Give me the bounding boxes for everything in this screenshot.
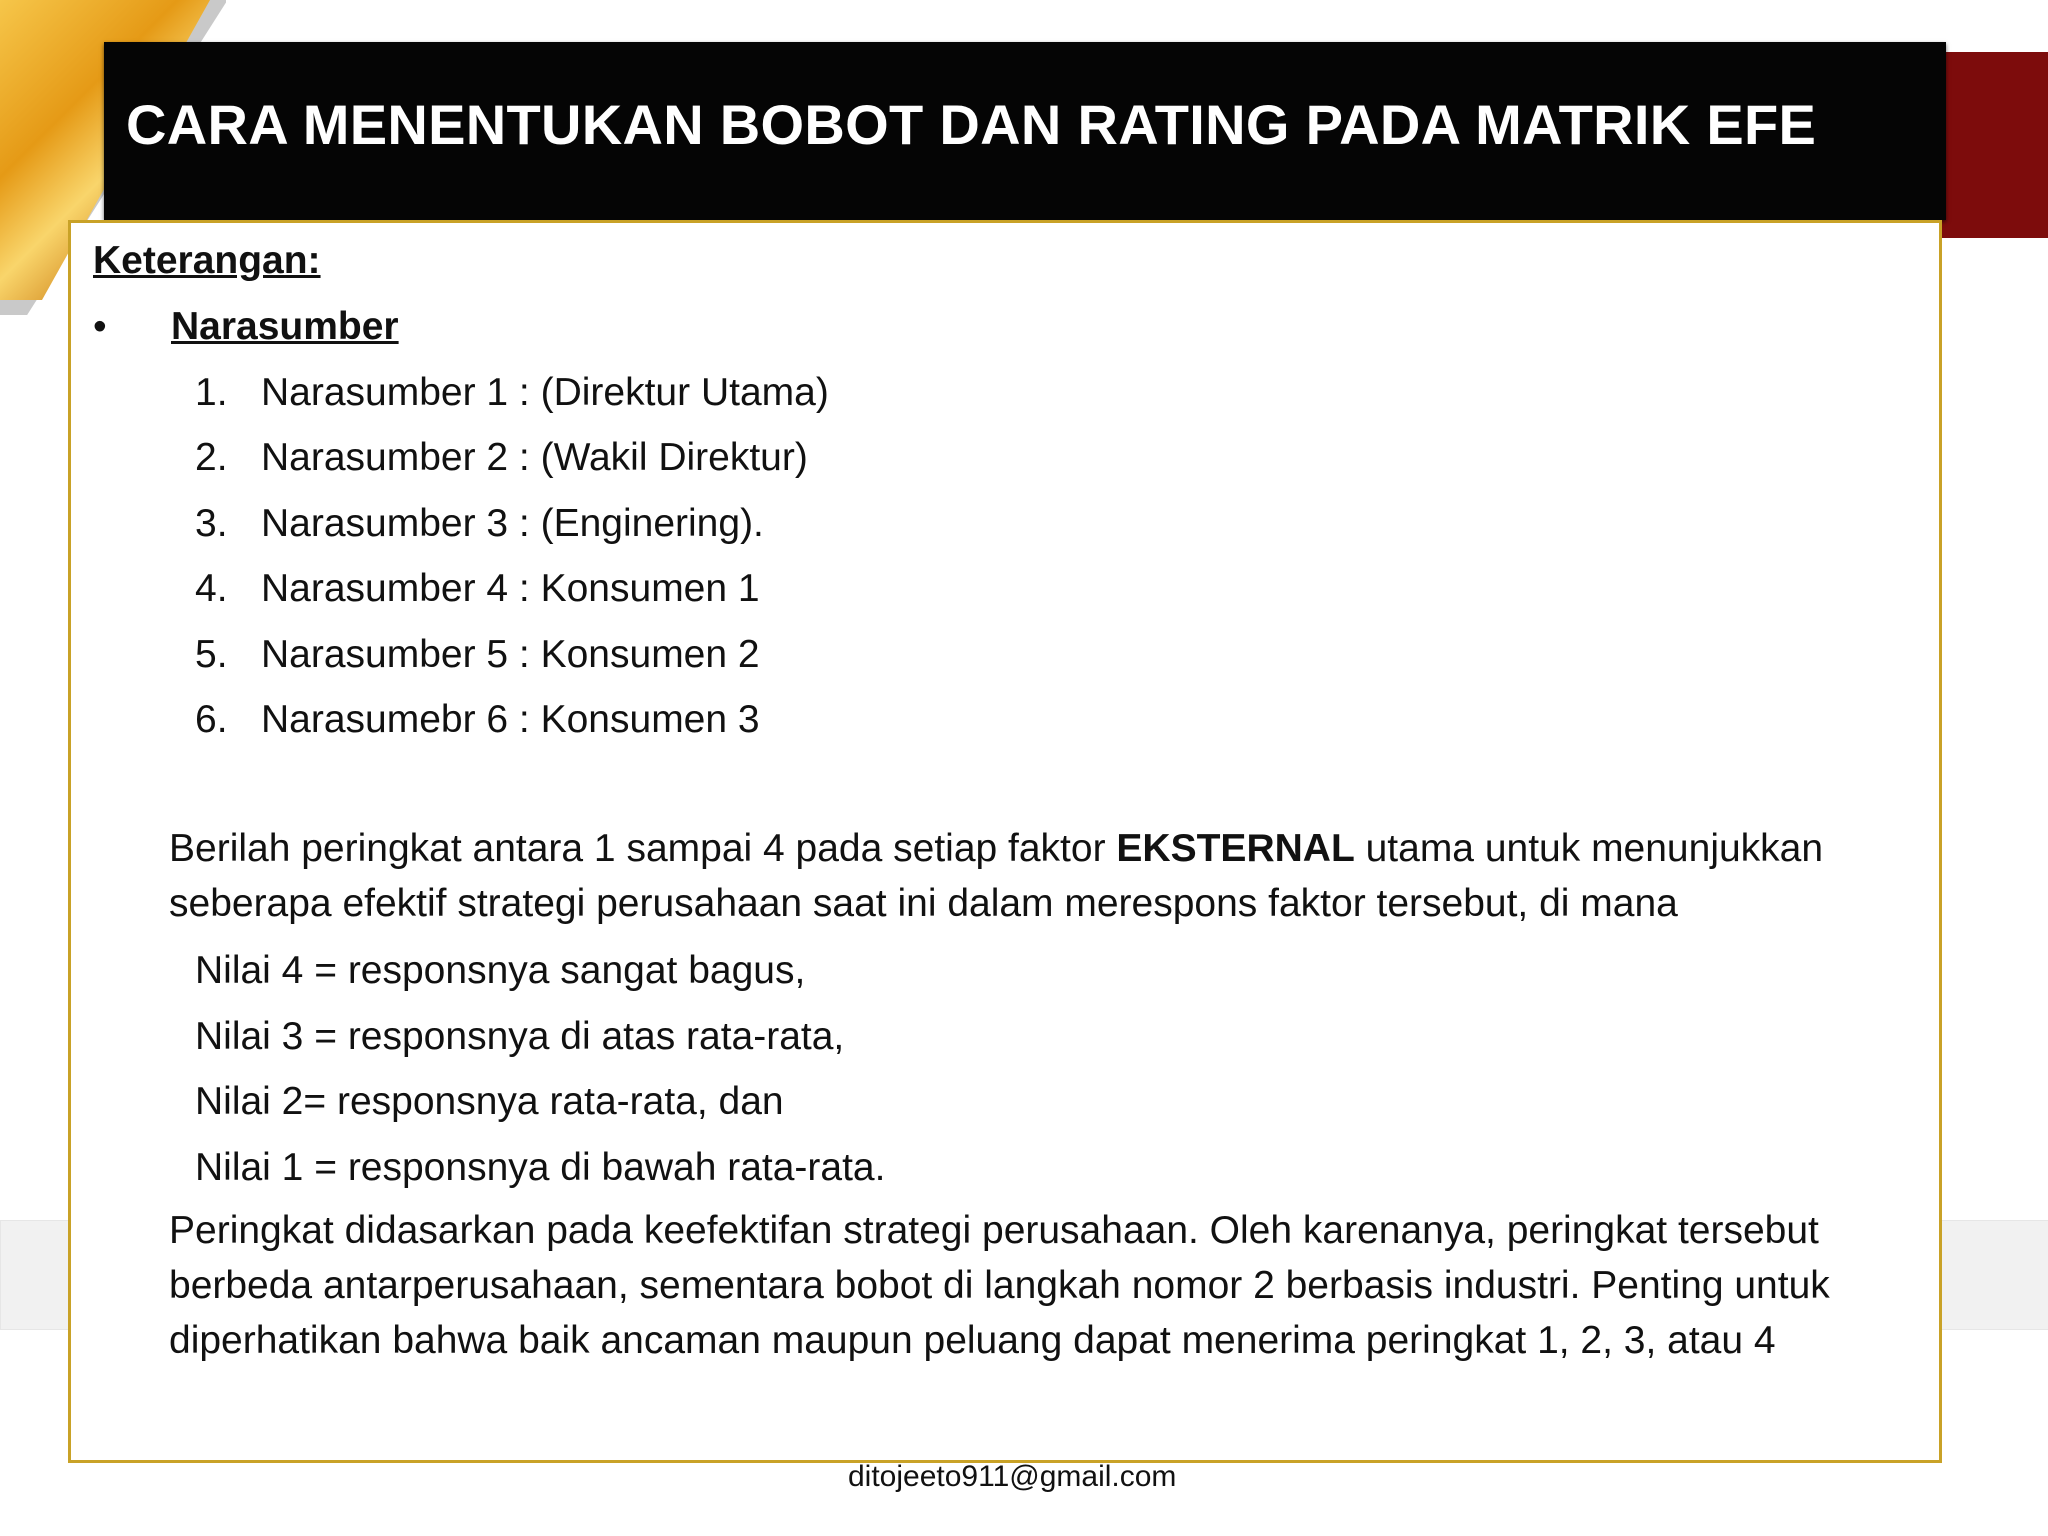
title-bar: [104, 42, 1946, 220]
source-item: Narasumber 3 : (Enginering).: [261, 502, 764, 545]
source-number: 3.: [195, 502, 228, 545]
source-number: 1.: [195, 371, 228, 414]
bullet-label-narasumber: Narasumber: [171, 305, 399, 348]
background-tile: [1936, 1220, 2048, 1330]
red-accent-bar: [1940, 52, 2048, 238]
source-item: Narasumber 4 : Konsumen 1: [261, 567, 760, 610]
source-number: 4.: [195, 567, 228, 610]
bullet-dot: •: [93, 305, 107, 348]
source-item: Narasumber 5 : Konsumen 2: [261, 633, 760, 676]
paragraph-text: Berilah peringkat antara 1 sampai 4 pada setiap faktor: [169, 827, 1117, 870]
rating-line: Nilai 2= responsnya rata-rata, dan: [195, 1080, 784, 1123]
emphasis-eksternal: EKSTERNAL: [1116, 827, 1355, 870]
content-panel: [68, 220, 1942, 1463]
footer-email: ditojeeto911@gmail.com: [848, 1460, 1177, 1493]
source-item: Narasumber 2 : (Wakil Direktur): [261, 436, 808, 479]
slide-title: CARA MENENTUKAN BOBOT DAN RATING PADA MATRIK EFE: [126, 93, 1817, 156]
paragraph-text: utama untuk menunjukkan seberapa efektif strategi perusahaan saat ini dalam merespons faktor tersebut, di mana: [169, 827, 1824, 925]
source-number: 2.: [195, 436, 228, 479]
rating-explanation-paragraph: Peringkat didasarkan pada keefektifan strategi perusahaan. Oleh karenanya, peringkat tersebut berbeda antarperusahaan, sementara bobot di langkah nomor 2 berbasis industri. Penting untuk diperhatikan bahwa baik ancaman maupun peluang dapat menerima peringkat 1, 2, 3, atau 4: [169, 1209, 1830, 1362]
rating-line: Nilai 3 = responsnya di atas rata-rata,: [195, 1015, 845, 1058]
rating-line: Nilai 4 = responsnya sangat bagus,: [195, 949, 806, 992]
source-number: 5.: [195, 633, 228, 676]
heading-keterangan: Keterangan:: [93, 239, 321, 282]
source-item: Narasumebr 6 : Konsumen 3: [261, 698, 760, 741]
source-number: 6.: [195, 698, 228, 741]
rating-instruction-paragraph: [169, 821, 1929, 931]
source-item: Narasumber 1 : (Direktur Utama): [261, 371, 829, 414]
rating-line: Nilai 1 = responsnya di bawah rata-rata.: [195, 1146, 886, 1189]
